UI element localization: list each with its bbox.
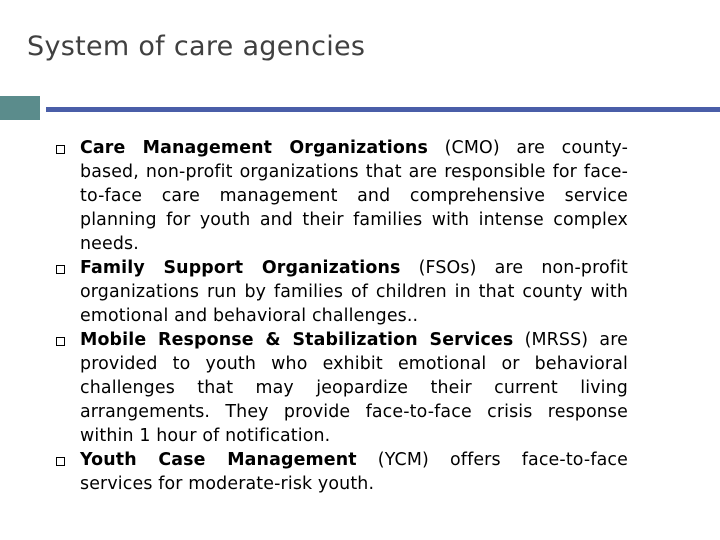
bullet-text (80, 136, 628, 256)
title-divider-line (46, 107, 720, 112)
slide-title: System of care agencies (27, 31, 366, 62)
bullet-list (0, 136, 720, 496)
bullet-term: Youth Case Management (80, 450, 357, 470)
square-bullet-icon (56, 457, 65, 466)
bullet-description: (YCM) offers face-to-face services for moderate-risk youth. (80, 450, 628, 494)
title-accent-block (0, 96, 40, 120)
bullet-item-cmo (0, 136, 720, 256)
bullet-term: Family Support Organizations (80, 258, 401, 278)
bullet-item-mrss (0, 328, 720, 448)
bullet-term: Care Management Organizations (80, 138, 428, 158)
bullet-text (80, 448, 628, 496)
bullet-text (80, 256, 628, 328)
square-bullet-icon (56, 337, 65, 346)
square-bullet-icon (56, 145, 65, 154)
square-bullet-icon (56, 265, 65, 274)
bullet-item-fso (0, 256, 720, 328)
bullet-description: (FSOs) are non-profit organizations run by families of children in that county with emotional and behavioral challenges.. (80, 258, 628, 326)
bullet-description: (MRSS) are provided to youth who exhibit emotional or behavioral challenges that may jeopardize their current living arrangements. They provide face-to-face crisis response within 1 hour of notification. (80, 330, 628, 446)
bullet-term: Mobile Response & Stabilization Services (80, 330, 514, 350)
bullet-text (80, 328, 628, 448)
bullet-item-ycm (0, 448, 720, 496)
bullet-description: (CMO) are county-based, non-profit organizations that are responsible for face-to-face care management and comprehensive service planning for youth and their families with intense complex needs. (80, 138, 628, 254)
